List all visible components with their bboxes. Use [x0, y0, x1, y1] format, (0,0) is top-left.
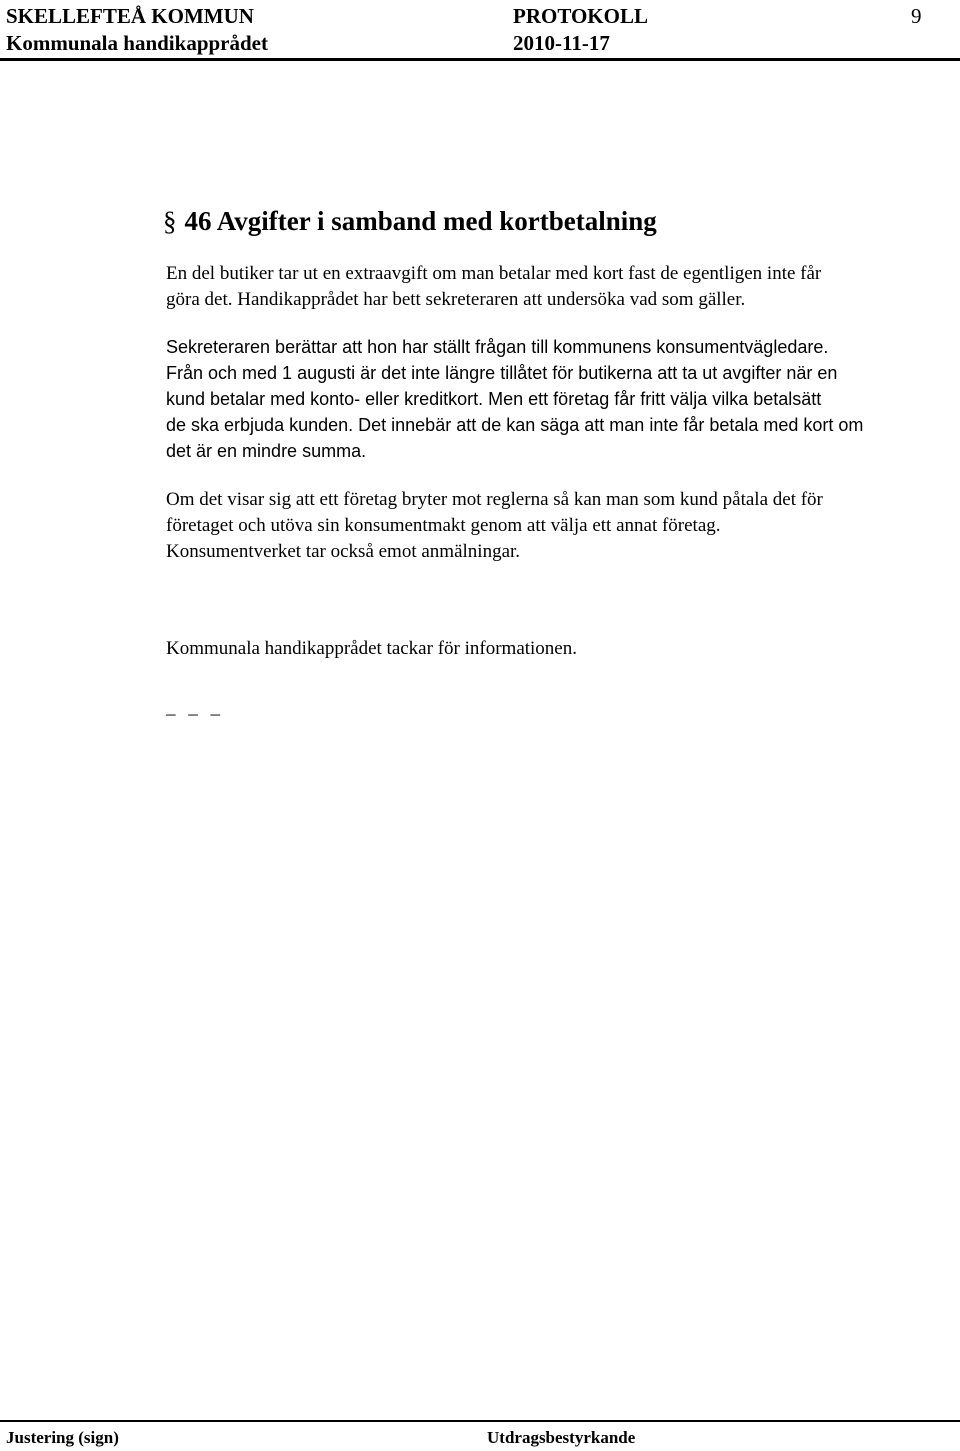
paragraph-line: göra det. Handikapprådet har bett sekreteraren att undersöka vad som gäller.: [166, 289, 746, 310]
header-document-type: PROTOKOLL: [513, 4, 648, 28]
footer-divider: [0, 1420, 960, 1422]
header-divider: [0, 58, 960, 61]
section-symbol: §: [163, 206, 177, 236]
paragraph-line: En del butiker tar ut en extraavgift om man betalar med kort fast de egentligen inte får: [166, 263, 822, 284]
page-number: 9: [911, 4, 922, 28]
header-organization: SKELLEFTEÅ KOMMUN: [6, 4, 254, 28]
paragraph-2: [166, 334, 863, 464]
footer-utdragsbestyrkande-label: Utdragsbestyrkande: [487, 1428, 636, 1447]
paragraph-3: [166, 487, 823, 565]
footer-justering-label: Justering (sign): [6, 1428, 119, 1447]
closing-statement: Kommunala handikapprådet tackar för informationen.: [166, 638, 577, 659]
paragraph-line: Från och med 1 augusti är det inte längre tillåtet för butikerna att ta ut avgifter när en: [166, 363, 838, 383]
paragraph-line: de ska erbjuda kunden. Det innebär att de kan säga att man inte får betala med kort om: [166, 415, 864, 435]
header-date: 2010-11-17: [513, 31, 610, 55]
paragraph-line: Sekreteraren berättar att hon har ställt frågan till kommunens konsumentvägledare.: [166, 337, 829, 357]
paragraph-1: [166, 261, 821, 313]
paragraph-line: Om det visar sig att ett företag bryter mot reglerna så kan man som kund påtala det för: [166, 489, 823, 510]
paragraph-line: kund betalar med konto- eller kreditkort. Men ett företag får fritt välja vilka betalsätt: [166, 389, 822, 409]
paragraph-line: företaget och utöva sin konsumentmakt genom att välja ett annat företag.: [166, 515, 721, 536]
header-department: Kommunala handikapprådet: [6, 31, 268, 55]
paragraph-line: det är en mindre summa.: [166, 441, 367, 461]
section-heading-text: 46 Avgifter i samband med kortbetalning: [184, 206, 657, 236]
paragraph-line: Konsumentverket tar också emot anmälningar.: [166, 541, 521, 562]
end-marker: _ _ _: [166, 697, 224, 718]
section-heading: [163, 205, 657, 237]
